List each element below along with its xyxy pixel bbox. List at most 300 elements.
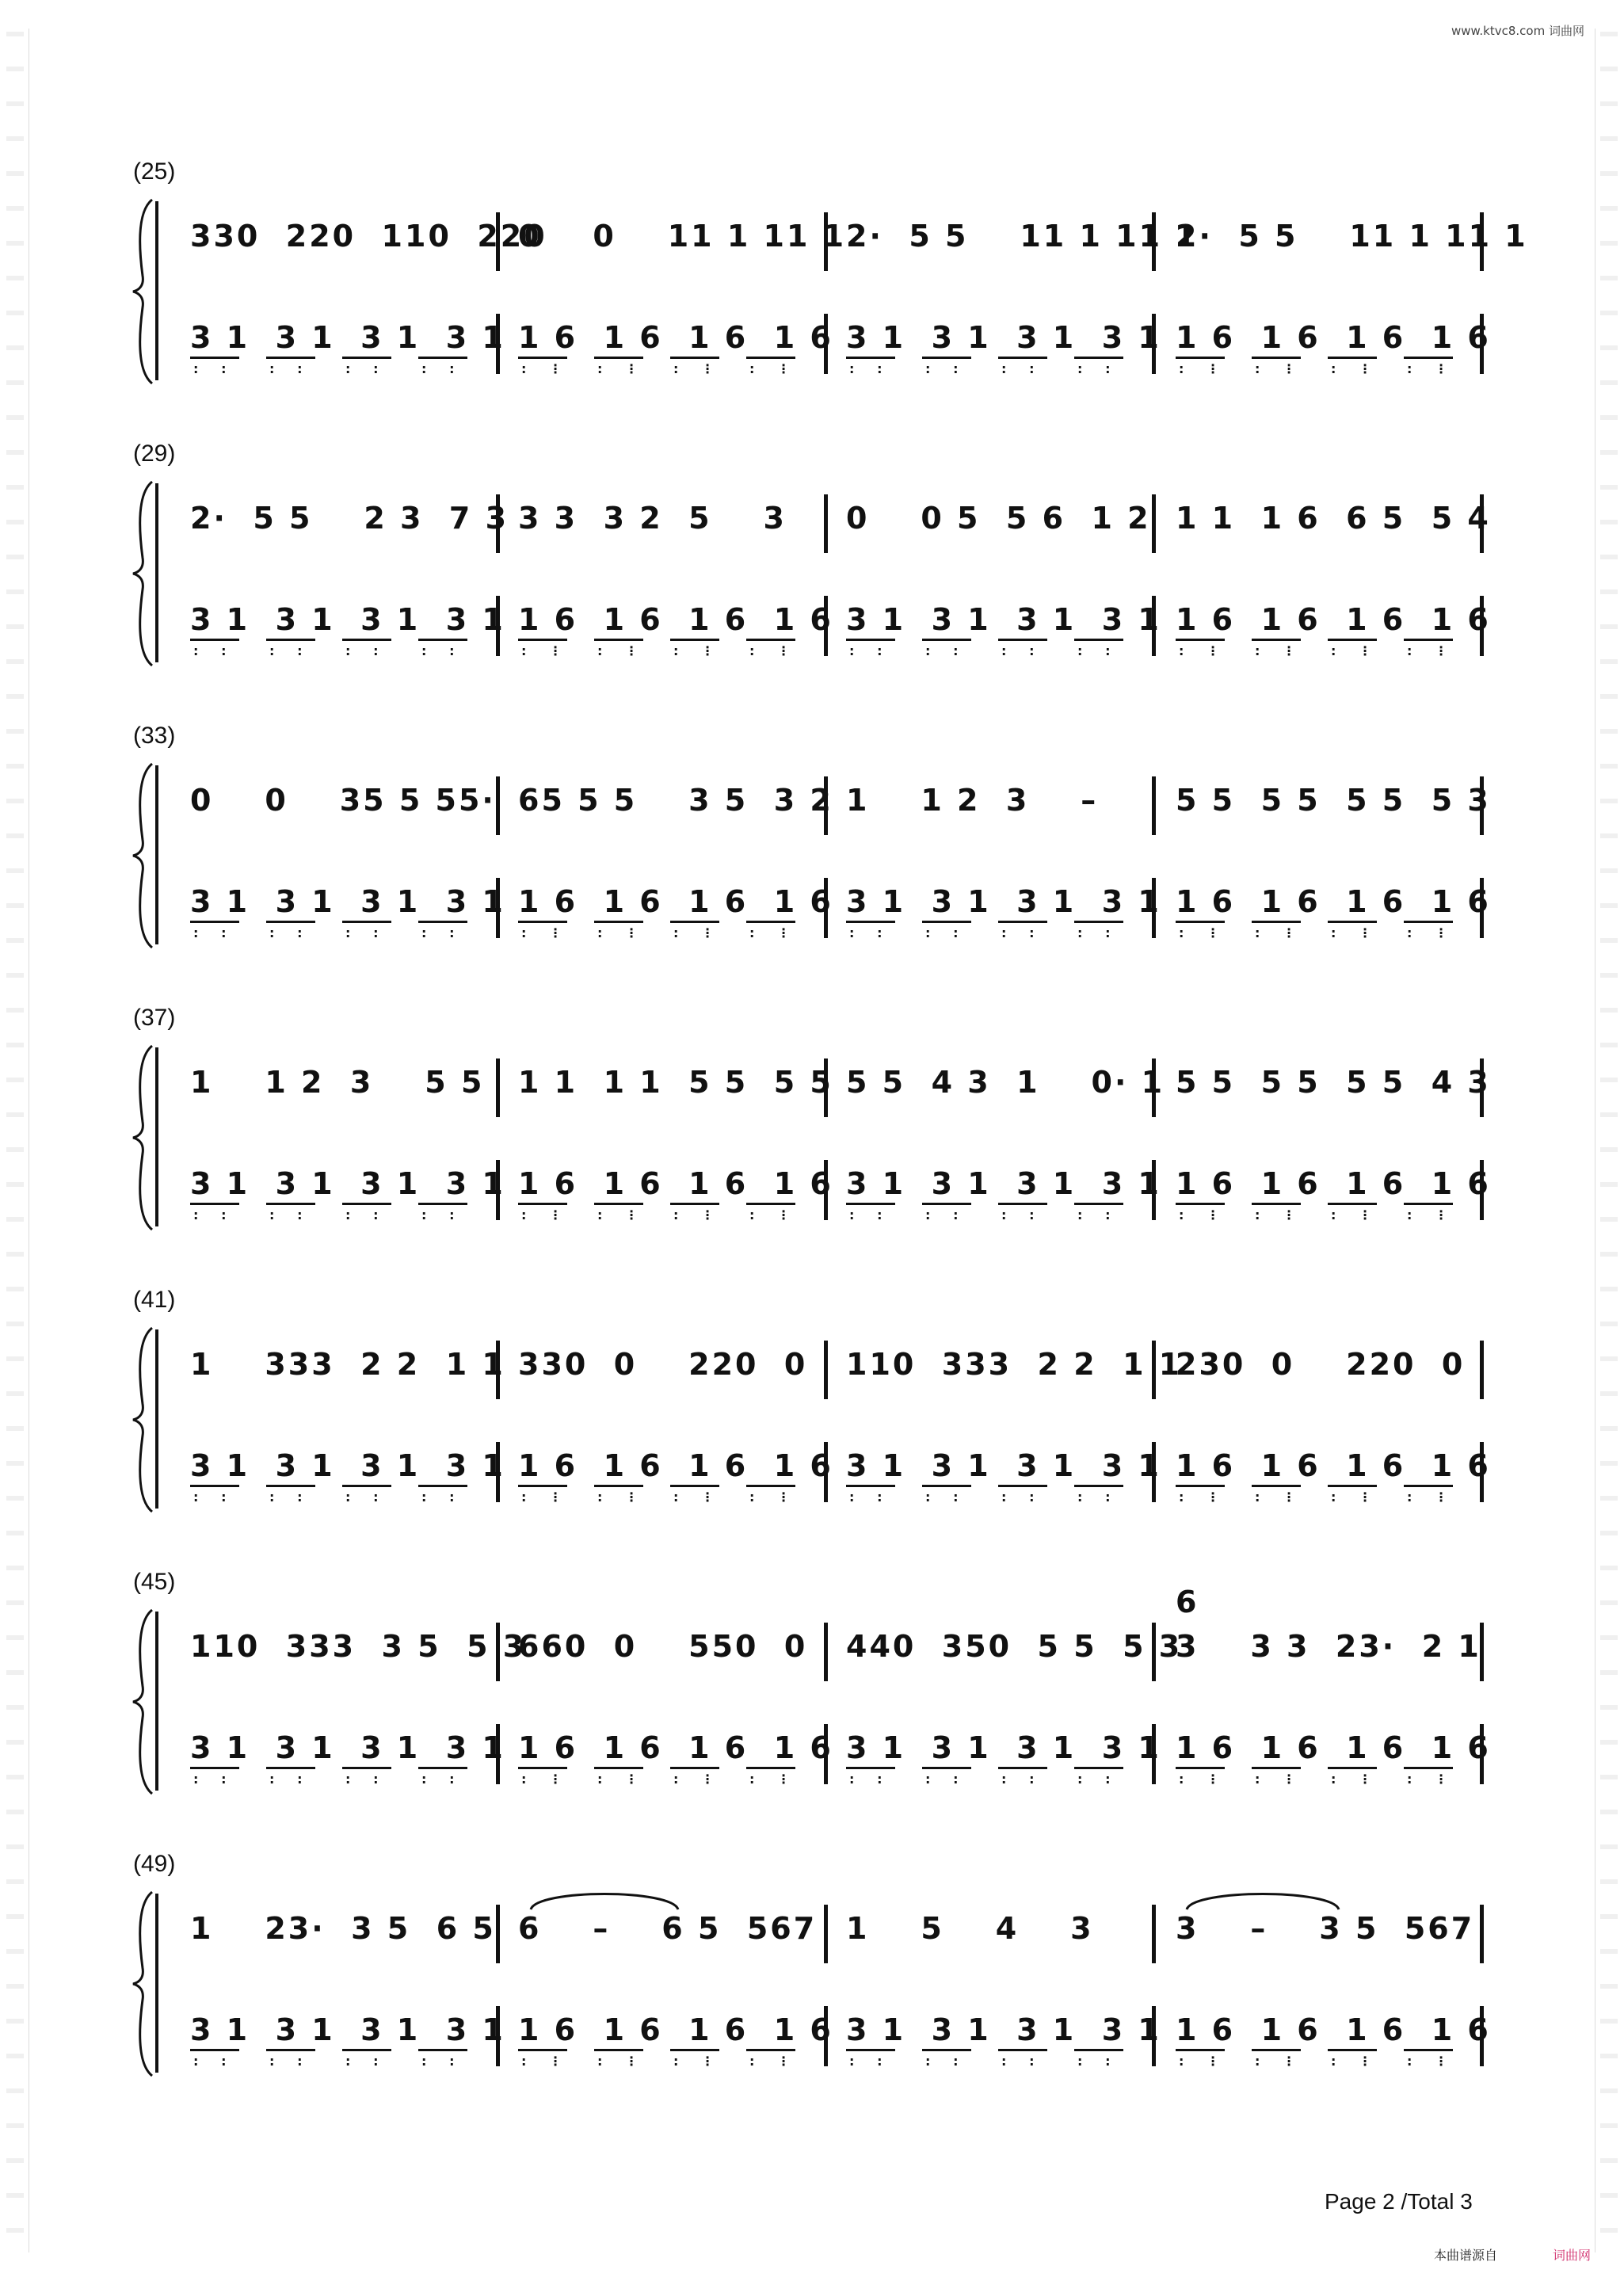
beam-line bbox=[594, 1767, 643, 1769]
beam-line bbox=[1176, 1767, 1225, 1769]
beam-line bbox=[746, 2049, 795, 2051]
measure-number: (29) bbox=[133, 441, 176, 467]
octave-dots: : ⋮ bbox=[1179, 643, 1222, 658]
bass-measure: 1 6 1 6 1 6 1 6 bbox=[1176, 1730, 1491, 1765]
octave-dots: : : bbox=[849, 1772, 885, 1787]
bass-measure: 3 1 3 1 3 1 3 1 bbox=[846, 1730, 1161, 1765]
octave-dots: : ⋮ bbox=[1179, 1490, 1222, 1505]
beam-line bbox=[418, 921, 467, 923]
beam-line bbox=[846, 2049, 895, 2051]
beam-line bbox=[1176, 639, 1225, 641]
bass-measure: 1 6 1 6 1 6 1 6 bbox=[518, 1166, 833, 1201]
beam-line bbox=[846, 1203, 895, 1205]
octave-dots: : ⋮ bbox=[1179, 361, 1222, 376]
octave-dots: : : bbox=[421, 1772, 457, 1787]
octave-dots: : : bbox=[345, 361, 381, 376]
octave-dots: : ⋮ bbox=[1407, 1772, 1451, 1787]
treble-measure: 330 0 220 0 bbox=[518, 1347, 808, 1382]
beam-line bbox=[998, 639, 1047, 641]
beam-line bbox=[1328, 639, 1377, 641]
measure-number: (45) bbox=[133, 1569, 176, 1595]
watermark-left-text: 本曲谱源自 bbox=[1434, 2248, 1498, 2263]
treble-measure: 3 3 3 23· 2 1 bbox=[1176, 1629, 1481, 1664]
octave-dots: : ⋮ bbox=[521, 1207, 565, 1223]
system-start-line bbox=[155, 1894, 158, 2073]
treble-measure: 660 0 550 0 bbox=[518, 1629, 808, 1664]
barline bbox=[824, 1341, 828, 1399]
bass-measure: 3 1 3 1 3 1 3 1 bbox=[190, 1730, 505, 1765]
bass-measure: 3 1 3 1 3 1 3 1 bbox=[190, 1448, 505, 1483]
octave-dots: : ⋮ bbox=[749, 361, 793, 376]
octave-dots: : : bbox=[421, 361, 457, 376]
octave-dots: : : bbox=[925, 2054, 961, 2069]
beam-line bbox=[1328, 1767, 1377, 1769]
beam-line bbox=[266, 921, 315, 923]
bass-measure: 3 1 3 1 3 1 3 1 bbox=[190, 602, 505, 637]
bass-measure: 3 1 3 1 3 1 3 1 bbox=[190, 1166, 505, 1201]
beam-line bbox=[746, 921, 795, 923]
treble-measure: 440 350 5 5 5 3 bbox=[846, 1629, 1183, 1664]
beam-line bbox=[670, 1203, 719, 1205]
barline bbox=[824, 1905, 828, 1963]
beam-line bbox=[998, 1767, 1047, 1769]
beam-line bbox=[594, 1485, 643, 1487]
beam-line bbox=[1328, 921, 1377, 923]
octave-dots: : : bbox=[1077, 1772, 1113, 1787]
octave-dots: : ⋮ bbox=[597, 361, 641, 376]
octave-dots: : : bbox=[345, 1490, 381, 1505]
bass-measure: 3 1 3 1 3 1 3 1 bbox=[846, 884, 1161, 919]
octave-dots: : : bbox=[925, 361, 961, 376]
octave-dots: : : bbox=[1001, 1772, 1037, 1787]
beam-line bbox=[1328, 1203, 1377, 1205]
octave-dots: : : bbox=[1001, 1207, 1037, 1223]
beam-line bbox=[1252, 357, 1301, 359]
octave-dots: : ⋮ bbox=[521, 1490, 565, 1505]
beam-line bbox=[1404, 2049, 1453, 2051]
barline bbox=[496, 776, 500, 835]
beam-line bbox=[670, 1485, 719, 1487]
beam-line bbox=[518, 357, 567, 359]
beam-line bbox=[1252, 639, 1301, 641]
beam-line bbox=[342, 1767, 391, 1769]
octave-dots: : ⋮ bbox=[1407, 1207, 1451, 1223]
octave-dots: : ⋮ bbox=[1331, 1207, 1374, 1223]
beam-line bbox=[670, 2049, 719, 2051]
beam-line bbox=[266, 1767, 315, 1769]
bass-measure: 3 1 3 1 3 1 3 1 bbox=[846, 320, 1161, 355]
octave-dots: : : bbox=[925, 1207, 961, 1223]
octave-dots: : : bbox=[849, 361, 885, 376]
treble-measure: 0 0 5 5 6 1 2 bbox=[846, 501, 1151, 536]
beam-line bbox=[518, 1485, 567, 1487]
beam-line bbox=[846, 639, 895, 641]
measure-number: (49) bbox=[133, 1851, 176, 1877]
octave-dots: : ⋮ bbox=[1179, 925, 1222, 940]
octave-dots: : ⋮ bbox=[597, 1207, 641, 1223]
bass-measure: 3 1 3 1 3 1 3 1 bbox=[846, 2012, 1161, 2047]
beam-line bbox=[922, 1767, 971, 1769]
beam-line bbox=[1252, 921, 1301, 923]
treble-measure: 5 5 5 5 5 5 4 3 bbox=[1176, 1065, 1491, 1100]
octave-dots: : : bbox=[269, 643, 305, 658]
beam-line bbox=[342, 2049, 391, 2051]
octave-dots: : ⋮ bbox=[673, 1207, 717, 1223]
octave-dots: : : bbox=[345, 1772, 381, 1787]
beam-line bbox=[418, 639, 467, 641]
treble-measure: 1 1 2 3 5 5 bbox=[190, 1065, 485, 1100]
octave-dots: : ⋮ bbox=[749, 643, 793, 658]
octave-dots: : : bbox=[925, 1490, 961, 1505]
octave-dots: : ⋮ bbox=[749, 925, 793, 940]
beam-line bbox=[1176, 921, 1225, 923]
octave-dots: : : bbox=[269, 2054, 305, 2069]
beam-line bbox=[594, 921, 643, 923]
score-system bbox=[0, 1569, 1624, 1806]
beam-line bbox=[1328, 357, 1377, 359]
beam-line bbox=[1252, 1485, 1301, 1487]
beam-line bbox=[1404, 639, 1453, 641]
octave-dots: : : bbox=[1077, 1207, 1113, 1223]
treble-measure: 0 0 11 1 11 1 bbox=[518, 219, 847, 254]
treble-measure: 2· 5 5 11 1 11 1 bbox=[846, 219, 1199, 254]
beam-line bbox=[1074, 639, 1123, 641]
octave-dots: : ⋮ bbox=[1407, 1490, 1451, 1505]
beam-line bbox=[518, 2049, 567, 2051]
octave-dots: : ⋮ bbox=[1407, 925, 1451, 940]
beam-line bbox=[266, 357, 315, 359]
octave-dots: : : bbox=[193, 2054, 229, 2069]
bass-measure: 1 6 1 6 1 6 1 6 bbox=[518, 2012, 833, 2047]
beam-line bbox=[1252, 1203, 1301, 1205]
beam-line bbox=[418, 1485, 467, 1487]
beam-line bbox=[518, 1767, 567, 1769]
beam-line bbox=[1074, 921, 1123, 923]
octave-dots: : : bbox=[1001, 643, 1037, 658]
beam-line bbox=[1252, 2049, 1301, 2051]
score-system bbox=[0, 723, 1624, 960]
octave-dots: : : bbox=[193, 361, 229, 376]
beam-line bbox=[266, 2049, 315, 2051]
octave-dots: : : bbox=[1077, 2054, 1113, 2069]
octave-dots: : ⋮ bbox=[597, 1490, 641, 1505]
bass-measure: 1 6 1 6 1 6 1 6 bbox=[518, 1448, 833, 1483]
octave-dots: : ⋮ bbox=[673, 361, 717, 376]
beam-line bbox=[998, 2049, 1047, 2051]
octave-dots: : ⋮ bbox=[1407, 643, 1451, 658]
octave-dots: : : bbox=[1077, 361, 1113, 376]
octave-dots: : ⋮ bbox=[1331, 1772, 1374, 1787]
beam-line bbox=[922, 357, 971, 359]
beam-line bbox=[594, 639, 643, 641]
score-system bbox=[0, 1005, 1624, 1242]
beam-line bbox=[1074, 1203, 1123, 1205]
beam-line bbox=[1404, 1485, 1453, 1487]
octave-dots: : : bbox=[345, 2054, 381, 2069]
octave-dots: : ⋮ bbox=[1255, 361, 1298, 376]
octave-dots: : ⋮ bbox=[597, 925, 641, 940]
beam-line bbox=[342, 921, 391, 923]
treble-measure: 1 333 2 2 1 1 bbox=[190, 1347, 505, 1382]
treble-measure: 5 5 4 3 1 0· 1 bbox=[846, 1065, 1165, 1100]
measure-number: (41) bbox=[133, 1287, 176, 1313]
octave-dots: : : bbox=[269, 361, 305, 376]
treble-measure: 1 1 1 6 6 5 5 4 bbox=[1176, 501, 1491, 536]
beam-line bbox=[922, 1485, 971, 1487]
octave-dots: : : bbox=[925, 1772, 961, 1787]
beam-line bbox=[418, 2049, 467, 2051]
beam-line bbox=[190, 1203, 239, 1205]
tie-arc-icon bbox=[1185, 1887, 1340, 1911]
octave-dots: : : bbox=[849, 643, 885, 658]
beam-line bbox=[670, 357, 719, 359]
octave-dots: : ⋮ bbox=[1255, 643, 1298, 658]
octave-dots: : : bbox=[925, 925, 961, 940]
bass-measure: 1 6 1 6 1 6 1 6 bbox=[1176, 602, 1491, 637]
treble-measure: 110 333 2 2 1 1 bbox=[846, 1347, 1183, 1382]
octave-dots: : ⋮ bbox=[1331, 361, 1374, 376]
octave-dots: : ⋮ bbox=[673, 643, 717, 658]
beam-line bbox=[190, 1767, 239, 1769]
octave-dots: : ⋮ bbox=[1179, 2054, 1222, 2069]
octave-dots: : : bbox=[421, 925, 457, 940]
octave-dots: : : bbox=[1077, 643, 1113, 658]
octave-dots: : : bbox=[193, 925, 229, 940]
octave-dots: : : bbox=[1001, 2054, 1037, 2069]
beam-line bbox=[342, 1203, 391, 1205]
barline bbox=[496, 1905, 500, 1963]
octave-dots: : ⋮ bbox=[1255, 1207, 1298, 1223]
beam-line bbox=[518, 639, 567, 641]
octave-dots: : : bbox=[421, 1490, 457, 1505]
octave-dots: : : bbox=[849, 925, 885, 940]
octave-dots: : : bbox=[269, 1207, 305, 1223]
source-watermark bbox=[1434, 2242, 1608, 2266]
beam-line bbox=[1404, 1767, 1453, 1769]
beam-line bbox=[1252, 1767, 1301, 1769]
octave-dots: : ⋮ bbox=[1331, 643, 1374, 658]
beam-line bbox=[1074, 2049, 1123, 2051]
beam-line bbox=[1176, 2049, 1225, 2051]
beam-line bbox=[342, 357, 391, 359]
beam-line bbox=[190, 357, 239, 359]
system-start-line bbox=[155, 1047, 158, 1226]
beam-line bbox=[998, 1203, 1047, 1205]
octave-dots: : : bbox=[421, 2054, 457, 2069]
treble-measure: 1 1 2 3 – bbox=[846, 783, 1099, 818]
octave-dots: : : bbox=[1001, 925, 1037, 940]
beam-line bbox=[266, 639, 315, 641]
beam-line bbox=[1404, 1203, 1453, 1205]
beam-line bbox=[190, 1485, 239, 1487]
beam-line bbox=[746, 639, 795, 641]
score-system bbox=[0, 1287, 1624, 1524]
octave-dots: : ⋮ bbox=[673, 1490, 717, 1505]
treble-measure: 330 220 110 220 bbox=[190, 219, 547, 254]
octave-dots: : ⋮ bbox=[521, 643, 565, 658]
beam-line bbox=[998, 1485, 1047, 1487]
beam-line bbox=[746, 357, 795, 359]
barline bbox=[824, 1623, 828, 1681]
octave-dots: : : bbox=[193, 643, 229, 658]
octave-dots: : ⋮ bbox=[749, 1772, 793, 1787]
beam-line bbox=[670, 921, 719, 923]
score-system bbox=[0, 1851, 1624, 2088]
beam-line bbox=[190, 921, 239, 923]
octave-dots: : ⋮ bbox=[1255, 1772, 1298, 1787]
octave-dots: : ⋮ bbox=[597, 1772, 641, 1787]
octave-dots: : : bbox=[269, 1490, 305, 1505]
beam-line bbox=[1404, 357, 1453, 359]
beam-line bbox=[342, 1485, 391, 1487]
site-url: www.ktvc8.com 词曲网 bbox=[1451, 24, 1584, 38]
beam-line bbox=[1328, 1485, 1377, 1487]
beam-line bbox=[190, 2049, 239, 2051]
beam-line bbox=[1404, 921, 1453, 923]
treble-measure: 3 – 3 5 567 bbox=[1176, 1911, 1475, 1946]
treble-measure: 65 5 5 3 5 3 2 bbox=[518, 783, 833, 818]
barline bbox=[1152, 1905, 1156, 1963]
beam-line bbox=[922, 921, 971, 923]
bass-measure: 1 6 1 6 1 6 1 6 bbox=[1176, 320, 1491, 355]
beam-line bbox=[670, 1767, 719, 1769]
octave-dots: : ⋮ bbox=[1331, 925, 1374, 940]
bass-measure: 3 1 3 1 3 1 3 1 bbox=[190, 884, 505, 919]
bass-measure: 1 6 1 6 1 6 1 6 bbox=[1176, 1448, 1491, 1483]
octave-dots: : ⋮ bbox=[1407, 2054, 1451, 2069]
treble-measure: 0 0 35 5 55· bbox=[190, 783, 496, 818]
octave-dots: : : bbox=[925, 643, 961, 658]
tie-arc-icon bbox=[529, 1887, 680, 1911]
barline bbox=[496, 1058, 500, 1117]
octave-dots: : ⋮ bbox=[597, 643, 641, 658]
treble-measure: 2· 5 5 11 1 11 1 bbox=[1176, 219, 1528, 254]
octave-dots: : : bbox=[269, 925, 305, 940]
beam-line bbox=[594, 1203, 643, 1205]
octave-dots: : : bbox=[849, 1490, 885, 1505]
score-system bbox=[0, 441, 1624, 678]
beam-line bbox=[670, 639, 719, 641]
beam-line bbox=[594, 2049, 643, 2051]
treble-measure: 3 3 3 2 5 3 bbox=[518, 501, 787, 536]
octave-dots: : ⋮ bbox=[1331, 2054, 1374, 2069]
treble-measure: 230 0 220 0 bbox=[1176, 1347, 1466, 1382]
beam-line bbox=[746, 1203, 795, 1205]
octave-dots: : : bbox=[1077, 925, 1113, 940]
system-start-line bbox=[155, 483, 158, 662]
octave-dots: : ⋮ bbox=[597, 2054, 641, 2069]
beam-line bbox=[1328, 2049, 1377, 2051]
treble-measure: 2· 5 5 2 3 7 3 bbox=[190, 501, 509, 536]
octave-dots: : : bbox=[345, 1207, 381, 1223]
bass-measure: 1 6 1 6 1 6 1 6 bbox=[518, 320, 833, 355]
beam-line bbox=[1176, 1485, 1225, 1487]
treble-measure: 6 – 6 5 567 bbox=[518, 1911, 818, 1946]
octave-dots: : ⋮ bbox=[1407, 361, 1451, 376]
octave-dots: : : bbox=[1001, 1490, 1037, 1505]
octave-dots: : : bbox=[849, 2054, 885, 2069]
bass-measure: 3 1 3 1 3 1 3 1 bbox=[190, 320, 505, 355]
system-start-line bbox=[155, 765, 158, 944]
beam-line bbox=[846, 1767, 895, 1769]
bass-measure: 3 1 3 1 3 1 3 1 bbox=[846, 1448, 1161, 1483]
beam-line bbox=[746, 1767, 795, 1769]
beam-line bbox=[922, 2049, 971, 2051]
beam-line bbox=[418, 357, 467, 359]
treble-measure: 5 5 5 5 5 5 5 3 bbox=[1176, 783, 1491, 818]
treble-measure: 1 23· 3 5 6 5 bbox=[190, 1911, 496, 1946]
measure-number: (25) bbox=[133, 158, 176, 185]
treble-measure: 110 333 3 5 5 3 bbox=[190, 1629, 527, 1664]
beam-line bbox=[922, 639, 971, 641]
beam-line bbox=[846, 921, 895, 923]
octave-dots: : ⋮ bbox=[673, 2054, 717, 2069]
barline bbox=[1152, 494, 1156, 553]
beam-line bbox=[518, 1203, 567, 1205]
octave-dots: : ⋮ bbox=[749, 2054, 793, 2069]
barline bbox=[824, 494, 828, 553]
bass-measure: 1 6 1 6 1 6 1 6 bbox=[1176, 884, 1491, 919]
bass-measure: 1 6 1 6 1 6 1 6 bbox=[1176, 1166, 1491, 1201]
octave-dots: : ⋮ bbox=[749, 1207, 793, 1223]
octave-dots: : : bbox=[193, 1772, 229, 1787]
beam-line bbox=[342, 639, 391, 641]
octave-dots: : ⋮ bbox=[1255, 925, 1298, 940]
octave-dots: : : bbox=[193, 1207, 229, 1223]
octave-dots: : : bbox=[421, 643, 457, 658]
octave-dots: : ⋮ bbox=[1179, 1207, 1222, 1223]
score-system bbox=[0, 158, 1624, 396]
octave-dots: : ⋮ bbox=[673, 1772, 717, 1787]
barline bbox=[1480, 1905, 1484, 1963]
beam-line bbox=[1074, 1767, 1123, 1769]
bass-measure: 1 6 1 6 1 6 1 6 bbox=[518, 602, 833, 637]
measure-number: (33) bbox=[133, 723, 176, 749]
beam-line bbox=[1176, 357, 1225, 359]
octave-dots: : ⋮ bbox=[1255, 2054, 1298, 2069]
beam-line bbox=[998, 357, 1047, 359]
beam-line bbox=[266, 1203, 315, 1205]
beam-line bbox=[1074, 357, 1123, 359]
beam-line bbox=[418, 1203, 467, 1205]
system-start-line bbox=[155, 1329, 158, 1509]
beam-line bbox=[418, 1767, 467, 1769]
octave-dots: : ⋮ bbox=[749, 1490, 793, 1505]
chord-upper-note: 6 bbox=[1176, 1585, 1199, 1619]
bass-measure: 3 1 3 1 3 1 3 1 bbox=[846, 1166, 1161, 1201]
octave-dots: : : bbox=[1077, 1490, 1113, 1505]
bass-measure: 3 1 3 1 3 1 3 1 bbox=[846, 602, 1161, 637]
beam-line bbox=[518, 921, 567, 923]
beam-line bbox=[846, 357, 895, 359]
bass-measure: 1 6 1 6 1 6 1 6 bbox=[518, 1730, 833, 1765]
octave-dots: : : bbox=[421, 1207, 457, 1223]
treble-measure: 1 1 1 1 5 5 5 5 bbox=[518, 1065, 833, 1100]
octave-dots: : ⋮ bbox=[521, 925, 565, 940]
bass-measure: 3 1 3 1 3 1 3 1 bbox=[190, 2012, 505, 2047]
system-start-line bbox=[155, 1612, 158, 1791]
beam-line bbox=[922, 1203, 971, 1205]
octave-dots: : : bbox=[1001, 361, 1037, 376]
beam-line bbox=[1176, 1203, 1225, 1205]
beam-line bbox=[1074, 1485, 1123, 1487]
octave-dots: : ⋮ bbox=[673, 925, 717, 940]
octave-dots: : ⋮ bbox=[1331, 1490, 1374, 1505]
system-start-line bbox=[155, 201, 158, 380]
beam-line bbox=[846, 1485, 895, 1487]
octave-dots: : ⋮ bbox=[521, 361, 565, 376]
beam-line bbox=[746, 1485, 795, 1487]
